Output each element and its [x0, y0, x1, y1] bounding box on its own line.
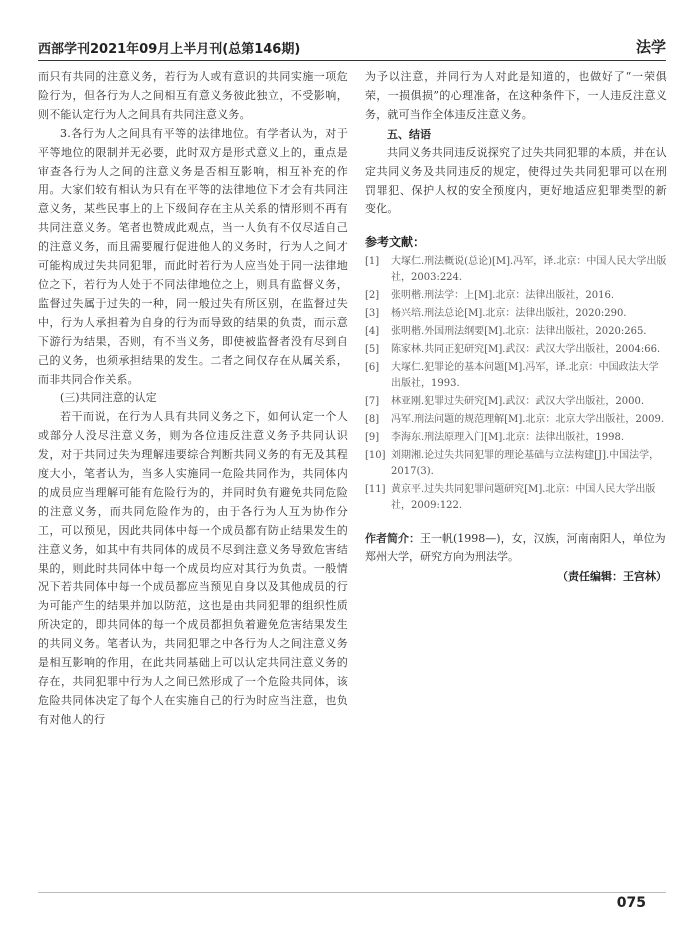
reference-number: [2]	[365, 290, 380, 302]
reference-item	[365, 412, 667, 428]
reference-number: [8]	[365, 414, 380, 426]
page-header	[38, 32, 666, 61]
reference-text: 杨兴培.刑法总论[M].北京：法律出版社，2020:290.	[391, 308, 627, 320]
reference-number: [7]	[365, 396, 380, 408]
reference-text: 刘期湘.论过失共同犯罪的理论基础与立法构建[J].中国法学，2017(3).	[391, 450, 660, 478]
reference-text: 大塚仁.刑法概说(总论)[M].冯军，译.北京：中国人民大学出版社，2003:224.	[391, 256, 667, 284]
section-heading: 五、结语	[387, 127, 431, 141]
page-number: 075	[616, 895, 646, 911]
paragraph: 共同义务共同违反说探究了过失共同犯罪的本质，并在认定共同义务及共同违反的规定，使得过失共同犯罪可以在刑罚罪犯、保护人权的安全预度内，更好地适应犯罪类型的新变化。	[365, 145, 667, 216]
reference-text: 李海东.刑法原理入门[M].北京：法律出版社，1998.	[391, 432, 625, 444]
author-bio-text: 王一帆(1998—)，女，汉族，河南南阳人，单位为郑州大学，研究方向为刑法学。	[365, 532, 666, 564]
reference-item	[365, 254, 667, 286]
author-bio-label: 作者简介：	[365, 532, 420, 546]
reference-item	[365, 448, 667, 480]
reference-text: 大塚仁.犯罪论的基本问题[M].冯军，译.北京：中国政法大学出版社，1993.	[391, 362, 659, 390]
reference-number: [1]	[365, 256, 380, 268]
reference-text: 张明楷.外国刑法纲要[M].北京：法律出版社，2020:265.	[391, 326, 647, 338]
section-name: 法学	[635, 38, 666, 56]
reference-text: 陈家林.共同正犯研究[M].武汉：武汉大学出版社，2004:66.	[391, 344, 661, 356]
subsection-heading: (三)共同注意的认定	[60, 391, 157, 405]
author-bio	[365, 530, 667, 566]
responsible-editor: （责任编辑：王宫林）	[557, 570, 667, 584]
reference-number: [9]	[365, 432, 380, 444]
paragraph: 3.各行为人之间具有平等的法律地位。有学者认为，对于平等地位的限制并无必要，此时双方是形式意义上的，重点是审查各行为人之间的注意义务是否相互影响，相互补充的作用。大家们较有相认为只有在平等的法律地位下才会有共同注意义务，某些民事上的上下级间存在主从关系的情形则不再有共同注意义务。笔者也赞成此观点，当一人负有不仅尽适自己的注意义务，而且需要履行促进他人的义务时，行为人之间才可能构成过失共同犯罪，而此时若行为人应当处于同一法律地位之下，若行为人处于不同法律地位之上，则具有监督义务，监督过失属于过失的一种，同一般过失有所区别，在监督过失中，行为人承担着为自身的行为而导致的结果的负责，而示意下游行为结果，否则，有不当义务，即使被监督者没有尽到自己的义务，也须承担结果的发生。二者之间仅存在从属关系，而非共同合作关系。	[38, 126, 348, 386]
reference-number: [6]	[365, 362, 380, 374]
reference-number: [10]	[365, 450, 386, 462]
reference-number: [5]	[365, 344, 380, 356]
reference-number: [4]	[365, 326, 380, 338]
reference-item	[365, 342, 667, 358]
right-column	[365, 68, 667, 584]
reference-number: [3]	[365, 308, 380, 320]
reference-number: [11]	[365, 484, 386, 496]
references-title: 参考文献：	[365, 235, 426, 250]
journal-title: 西部学刊2021年09月上半月刊(总第146期)	[38, 42, 301, 57]
reference-item	[365, 288, 667, 304]
reference-text: 黄京平.过失共同犯罪问题研究[M].北京：中国人民大学出版社，2009:122.	[391, 484, 656, 512]
paragraph: 为予以注意，并同行为人对此是知道的，也做好了“一荣俱荣，一损俱损”的心理准备，在这种条件下，一人违反注意义务，就可当作全体违反注意义务。	[365, 70, 667, 121]
reference-item	[365, 482, 667, 514]
reference-text: 冯军.刑法问题的规范理解[M].北京：北京大学出版社，2009.	[391, 414, 665, 426]
reference-item	[365, 306, 667, 322]
left-column	[38, 68, 348, 730]
right-column-body	[365, 68, 667, 219]
reference-text: 张明楷.刑法学：上[M].北京：法律出版社，2016.	[391, 290, 615, 302]
reference-item	[365, 430, 667, 446]
reference-item	[365, 394, 667, 410]
reference-item	[365, 324, 667, 340]
reference-item	[365, 360, 667, 392]
page-footer	[38, 892, 666, 911]
references-list	[365, 254, 667, 514]
paragraph: 而只有共同的注意义务，若行为人或有意识的共同实施一项危险行为，但各行为人之间相互有意义务彼此独立，不受影响，则不能认定行为人之间具有共同注意义务。	[38, 70, 348, 121]
reference-text: 林亚刚.犯罪过失研究[M].武汉：武汉大学出版社，2000.	[391, 396, 645, 408]
paragraph: 若干而说，在行为人具有共同义务之下，如何认定一个人或部分人没尽注意义务，则为各位违反注意义务予共同认识发，对于共同过失为理解违要综合判断共同义务的有无及其程度大小，笔者认为，当多人实施同一危险共同作为，共同体内的成员应当理解可能有危险行为的，并同时负有避免共同危险的注意义务，而共同危险作为的，由于各行为人互为协作分工，可以预见，因此共同体中每一个成员都有防止结果发生的注意义务，如其中有共同体的成员不尽到注意义务导致危害结果的，则此时共同体中每一个成员均应对其行为负责。一般情况下若共同体中每一个成员都应当预见自身以及其他成员的行为可能产生的结果并加以防范，这也是由共同犯罪的组织性质所决定的，即共同体的每一个成员都担负着避免危害结果发生的共同义务。笔者认为，共同犯罪之中各行为人之间注意义务是相互影响的作用，在此共同基础上可以认定共同注意义务的存在，共同犯罪中行为人之间已然形成了一个危险共同体，该危险共同体决定了每个人在实施自己的行为时应当注意，也负有对他人的行	[38, 410, 348, 726]
